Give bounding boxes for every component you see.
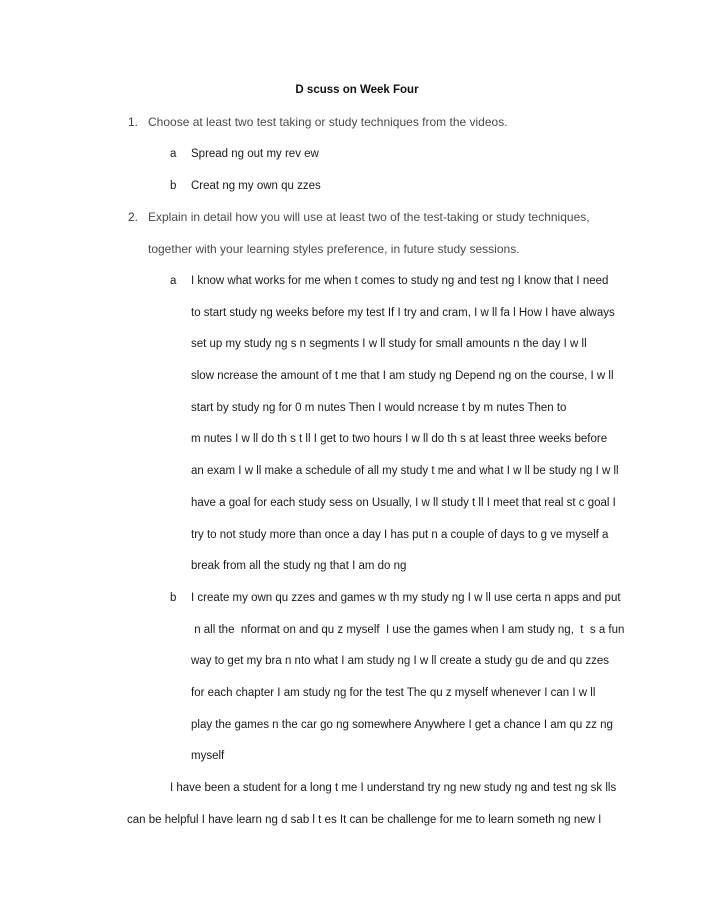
answer-2b-marker: b bbox=[170, 592, 177, 604]
answer-1a-marker: a bbox=[170, 148, 177, 160]
question-2-number: 2. bbox=[128, 210, 139, 224]
question-2-text-line: together with your learning styles preference, in future study sessions. bbox=[148, 242, 520, 256]
answer-2a-line: break from all the study ng that I am do ng bbox=[191, 560, 407, 572]
answer-2a-line: I know what works for me when t comes to study ng and test ng I know that I need bbox=[191, 275, 609, 287]
closing-paragraph-line: I have been a student for a long t me I understand try ng new study ng and test ng sk lls bbox=[170, 782, 617, 794]
answer-1b-marker: b bbox=[170, 180, 177, 192]
closing-paragraph-line: can be helpful I have learn ng d sab l t es It can be challenge for me to learn someth ng new I bbox=[127, 814, 602, 826]
document-title: D scuss on Week Four bbox=[295, 84, 419, 96]
answer-2b-line: I create my own qu zzes and games w th my study ng I w ll use certa n apps and put bbox=[191, 592, 621, 604]
answer-2a-line: m nutes I w ll do th s t ll I get to two hours I w ll do th s at least three weeks before bbox=[191, 433, 608, 445]
answer-2a-line: to start study ng weeks before my test If I try and cram, I w ll fa l How I have always bbox=[191, 307, 615, 319]
answer-2b-line: myself bbox=[191, 750, 225, 762]
answer-2a-marker: a bbox=[170, 275, 177, 287]
answer-2a-line: have a goal for each study sess on Usually, I w ll study t ll I meet that real st c goal I bbox=[191, 497, 616, 509]
answer-2a-line: start by study ng for 0 m nutes Then I would ncrease t by m nutes Then to bbox=[191, 402, 567, 414]
question-1-text: Choose at least two test taking or study techniques from the videos. bbox=[148, 115, 508, 129]
answer-2b-line: way to get my bra n nto what I am study ng I w ll create a study gu de and qu zzes bbox=[191, 655, 610, 667]
question-2-text-line: Explain in detail how you will use at least two of the test-taking or study techniques, bbox=[148, 210, 590, 224]
answer-1b-text: Creat ng my own qu zzes bbox=[191, 180, 321, 192]
answer-2b-line: play the games n the car go ng somewhere Anywhere I get a chance I am qu zz ng bbox=[191, 719, 613, 731]
answer-2a-line: set up my study ng s n segments I w ll study for small amounts n the day I w ll bbox=[191, 338, 587, 350]
answer-2b-line: n all the nformat on and qu z myself I use the games when I am study ng, t s a fun bbox=[191, 624, 625, 636]
answer-2b-line: for each chapter I am study ng for the test The qu z myself whenever I can I w ll bbox=[191, 687, 596, 699]
answer-1a-text: Spread ng out my rev ew bbox=[191, 148, 319, 160]
answer-2a-line: try to not study more than once a day I has put n a couple of days to g ve myself a bbox=[191, 529, 609, 541]
question-1-number: 1. bbox=[128, 115, 139, 129]
answer-2a-line: an exam I w ll make a schedule of all my study t me and what I w ll be study ng I w ll bbox=[191, 465, 619, 477]
answer-2a-line: slow ncrease the amount of t me that I am study ng Depend ng on the course, I w ll bbox=[191, 370, 614, 382]
